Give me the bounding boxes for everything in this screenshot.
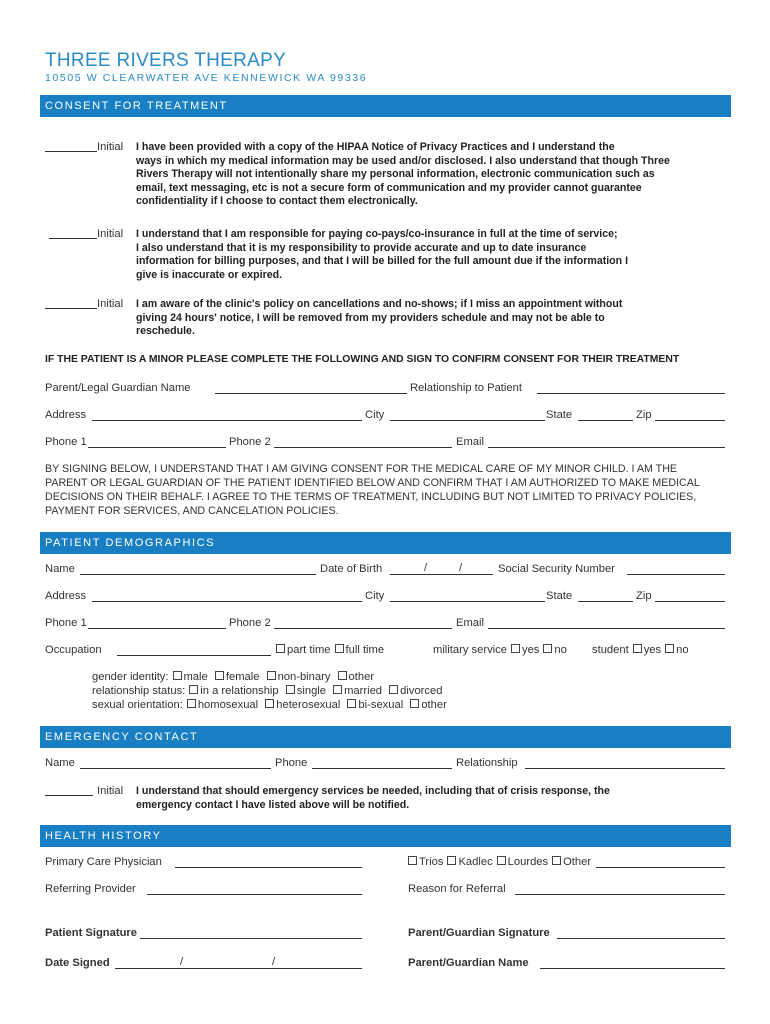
section-header-health: HEALTH HISTORY xyxy=(40,825,731,847)
patient-signature-field[interactable] xyxy=(140,938,362,939)
option-label: Other xyxy=(563,856,592,868)
pcp-lourdes-checkbox[interactable] xyxy=(497,856,506,865)
relationship-to-patient-label: Relationship to Patient xyxy=(410,382,522,394)
guardian-name-bottom-label: Parent/Guardian Name xyxy=(408,957,529,969)
option-label: single xyxy=(296,685,326,697)
date-signed-slash: / xyxy=(180,956,184,968)
guardian-address-label: Address xyxy=(45,409,87,421)
emergency-phone-field[interactable] xyxy=(312,768,452,769)
patient-phone1-field[interactable] xyxy=(88,628,226,629)
dob-field[interactable] xyxy=(390,574,493,575)
text-line: I have been provided with a copy of the HIPAA Notice of Privacy Practices and I understand the xyxy=(136,141,615,153)
option-label: Trios xyxy=(419,856,444,868)
option-label: non-binary xyxy=(277,671,331,683)
option-label: yes xyxy=(643,644,662,656)
orientation-heterosexual-checkbox[interactable] xyxy=(265,699,274,708)
section-header-emergency: EMERGENCY CONTACT xyxy=(40,726,731,748)
initial-label-hipaa: Initial xyxy=(97,141,124,153)
pcp-options xyxy=(404,856,591,869)
relationship-married-checkbox[interactable] xyxy=(333,685,342,694)
option-label: bi-sexual xyxy=(358,699,404,711)
option-label: Lourdes xyxy=(507,856,549,868)
patient-email-label: Email xyxy=(456,617,484,629)
text-line: BY SIGNING BELOW, I UNDERSTAND THAT I AM GIVING CONSENT FOR THE MEDICAL CARE OF MY MINOR CHILD. I AM THE xyxy=(45,463,678,475)
ssn-field[interactable] xyxy=(627,574,725,575)
text-line: information for billing purposes, and that I will be billed for the full amount due if the information I xyxy=(136,255,629,267)
dob-slash: / xyxy=(459,562,463,574)
text-line: reschedule. xyxy=(136,325,195,337)
reason-for-referral-field[interactable] xyxy=(515,894,725,895)
option-label: part time xyxy=(287,644,331,656)
guardian-name-label: Parent/Legal Guardian Name xyxy=(45,382,191,394)
relationship-status-label: relationship status: xyxy=(92,685,186,697)
occupation-label: Occupation xyxy=(45,644,102,656)
guardian-zip-field[interactable] xyxy=(655,420,725,421)
emergency-statement xyxy=(136,785,610,812)
emergency-name-field[interactable] xyxy=(80,768,271,769)
patient-zip-field[interactable] xyxy=(655,601,725,602)
relationship-single-checkbox[interactable] xyxy=(286,685,295,694)
gender-label: gender identity: xyxy=(92,671,169,683)
full-time-checkbox[interactable] xyxy=(335,644,344,653)
patient-zip-label: Zip xyxy=(636,590,652,602)
guardian-email-label: Email xyxy=(456,436,484,448)
guardian-signature-label: Parent/Guardian Signature xyxy=(408,927,550,939)
minor-heading: IF THE PATIENT IS A MINOR PLEASE COMPLETE THE FOLLOWING AND SIGN TO CONFIRM CONSENT FOR THEIR TREATMENT xyxy=(45,354,680,365)
option-label: no xyxy=(554,644,567,656)
military-no-checkbox[interactable] xyxy=(543,644,552,653)
text-line: Rivers Therapy will not intentionally share my personal information, electronic communication such as xyxy=(136,168,655,180)
pcp-field[interactable] xyxy=(175,867,362,868)
initial-label-emergency: Initial xyxy=(97,785,124,797)
payment-paragraph xyxy=(136,228,628,282)
date-signed-field[interactable] xyxy=(115,968,362,969)
guardian-name-field[interactable] xyxy=(215,393,407,394)
gender-other-checkbox[interactable] xyxy=(338,671,347,680)
option-label: other xyxy=(348,671,375,683)
patient-signature-label: Patient Signature xyxy=(45,927,138,939)
text-line: email, text messaging, etc is not a secure form of communication and my provider cannot guarantee xyxy=(136,181,642,194)
initial-label-payment: Initial xyxy=(97,228,124,240)
orientation-homosexual-checkbox[interactable] xyxy=(187,699,196,708)
guardian-phone2-label: Phone 2 xyxy=(229,436,271,448)
student-label: student xyxy=(592,644,629,656)
guardian-phone1-field[interactable] xyxy=(88,447,226,448)
orientation-label: sexual orientation: xyxy=(92,699,183,711)
guardian-email-field[interactable] xyxy=(488,447,725,448)
option-label: female xyxy=(225,671,260,683)
text-line: ways in which my medical information may be used and/or disclosed. I also understand that though Three xyxy=(136,154,670,167)
patient-phone2-label: Phone 2 xyxy=(229,617,271,629)
patient-name-field[interactable] xyxy=(80,574,316,575)
patient-city-label: City xyxy=(365,590,385,602)
part-time-checkbox[interactable] xyxy=(276,644,285,653)
relationship-to-patient-field[interactable] xyxy=(537,393,725,394)
guardian-state-label: State xyxy=(546,409,573,421)
option-label: no xyxy=(676,644,689,656)
emergency-phone-label: Phone xyxy=(275,757,308,769)
referring-provider-field[interactable] xyxy=(147,894,362,895)
patient-email-field[interactable] xyxy=(488,628,725,629)
pcp-other-field[interactable] xyxy=(596,867,725,868)
orientation-other-checkbox[interactable] xyxy=(410,699,419,708)
text-line: I understand that I am responsible for paying co-pays/co-insurance in full at the time of service; xyxy=(136,228,618,240)
option-label: divorced xyxy=(400,685,443,697)
pcp-label: Primary Care Physician xyxy=(45,856,162,868)
orientation-bisexual-checkbox[interactable] xyxy=(347,699,356,708)
employment-options xyxy=(272,644,384,657)
clinic-name: THREE RIVERS THERAPY xyxy=(45,50,287,71)
occupation-field[interactable] xyxy=(117,655,271,656)
patient-phone2-field[interactable] xyxy=(274,628,452,629)
emergency-relationship-field[interactable] xyxy=(525,768,725,769)
guardian-name-bottom-field[interactable] xyxy=(540,968,725,969)
text-line: PARENT OR LEGAL GUARDIAN OF THE PATIENT IDENTIFIED BELOW AND CONFIRM THAT I AM AUTHORIZED TO MAKE MEDICAL xyxy=(45,477,700,489)
patient-city-field[interactable] xyxy=(390,601,545,602)
guardian-zip-label: Zip xyxy=(636,409,652,421)
guardian-city-field[interactable] xyxy=(390,420,545,421)
pcp-trios-checkbox[interactable] xyxy=(408,856,417,865)
option-label: other xyxy=(421,699,447,711)
gender-identity-row xyxy=(92,671,374,684)
relationship-status-row xyxy=(92,685,442,698)
guardian-state-field[interactable] xyxy=(578,420,633,421)
guardian-signature-field[interactable] xyxy=(557,938,725,939)
patient-name-label: Name xyxy=(45,563,75,575)
initial-line-emergency[interactable] xyxy=(45,795,93,796)
military-options xyxy=(433,644,567,657)
date-signed-label: Date Signed xyxy=(45,957,110,969)
student-yes-checkbox[interactable] xyxy=(633,644,642,653)
military-yes-checkbox[interactable] xyxy=(511,644,520,653)
guardian-city-label: City xyxy=(365,409,385,421)
student-no-checkbox[interactable] xyxy=(665,644,674,653)
gender-male-checkbox[interactable] xyxy=(173,671,182,680)
clinic-address: 10505 W CLEARWATER AVE KENNEWICK WA 99336 xyxy=(45,72,368,84)
gender-female-checkbox[interactable] xyxy=(215,671,224,680)
option-label: heterosexual xyxy=(276,699,341,711)
initial-label-cancellation: Initial xyxy=(97,298,124,310)
text-line: I understand that should emergency services be needed, including that of crisis response, the xyxy=(136,785,610,797)
reason-for-referral-label: Reason for Referral xyxy=(408,883,506,895)
initial-line-cancellation[interactable] xyxy=(45,308,97,309)
text-line: emergency contact I have listed above will be notified. xyxy=(136,798,410,811)
initial-line-payment[interactable] xyxy=(49,238,97,239)
patient-state-label: State xyxy=(546,590,573,602)
emergency-name-label: Name xyxy=(45,757,75,769)
initial-line-hipaa[interactable] xyxy=(45,151,97,152)
option-label: in a relationship xyxy=(200,685,279,697)
section-header-demographics: PATIENT DEMOGRAPHICS xyxy=(40,532,731,554)
text-line: I am aware of the clinic's policy on cancellations and no-shows; if I miss an appointment without xyxy=(136,298,623,310)
military-label: military service xyxy=(433,644,507,656)
emergency-relationship-label: Relationship xyxy=(456,757,518,769)
minor-consent-statement xyxy=(45,462,700,518)
pcp-kadlec-checkbox[interactable] xyxy=(447,856,456,865)
text-line: DECISIONS ON THEIR BEHALF. I AGREE TO THE TERMS OF TREATMENT, INCLUDING BUT NOT LIMITED TO PRIVACY POLICIES, xyxy=(45,491,697,503)
referring-provider-label: Referring Provider xyxy=(45,883,136,895)
guardian-phone2-field[interactable] xyxy=(274,447,452,448)
dob-label: Date of Birth xyxy=(320,563,383,575)
text-line: PAYMENT FOR SERVICES, AND CANCELATION POLICIES. xyxy=(45,505,339,517)
patient-address-field[interactable] xyxy=(92,601,362,602)
cancellation-paragraph xyxy=(136,298,622,339)
dob-slash: / xyxy=(424,562,428,574)
sexual-orientation-row xyxy=(92,699,447,712)
option-label: yes xyxy=(521,644,540,656)
patient-address-label: Address xyxy=(45,590,87,602)
guardian-address-field[interactable] xyxy=(92,420,362,421)
patient-state-field[interactable] xyxy=(578,601,633,602)
text-line: give is inaccurate or expired. xyxy=(136,268,283,281)
option-label: married xyxy=(344,685,383,697)
section-header-consent: CONSENT FOR TREATMENT xyxy=(40,95,731,117)
text-line: confidentiality if I choose to contact them electronically. xyxy=(136,195,418,207)
gender-nonbinary-checkbox[interactable] xyxy=(267,671,276,680)
pcp-other-checkbox[interactable] xyxy=(552,856,561,865)
guardian-phone1-label: Phone 1 xyxy=(45,436,87,448)
relationship-in-checkbox[interactable] xyxy=(189,685,198,694)
patient-phone1-label: Phone 1 xyxy=(45,617,87,629)
student-options xyxy=(592,644,689,657)
option-label: Kadlec xyxy=(458,856,493,868)
relationship-divorced-checkbox[interactable] xyxy=(389,685,398,694)
option-label: male xyxy=(183,671,208,683)
hipaa-paragraph xyxy=(136,141,670,209)
date-signed-slash: / xyxy=(272,956,276,968)
ssn-label: Social Security Number xyxy=(498,563,615,575)
option-label: homosexual xyxy=(197,699,259,711)
text-line: I also understand that it is my responsibility to provide accurate and up to date insurance xyxy=(136,241,587,254)
option-label: full time xyxy=(345,644,385,656)
text-line: giving 24 hours' notice, I will be removed from my providers schedule and may not be able to xyxy=(136,311,605,324)
